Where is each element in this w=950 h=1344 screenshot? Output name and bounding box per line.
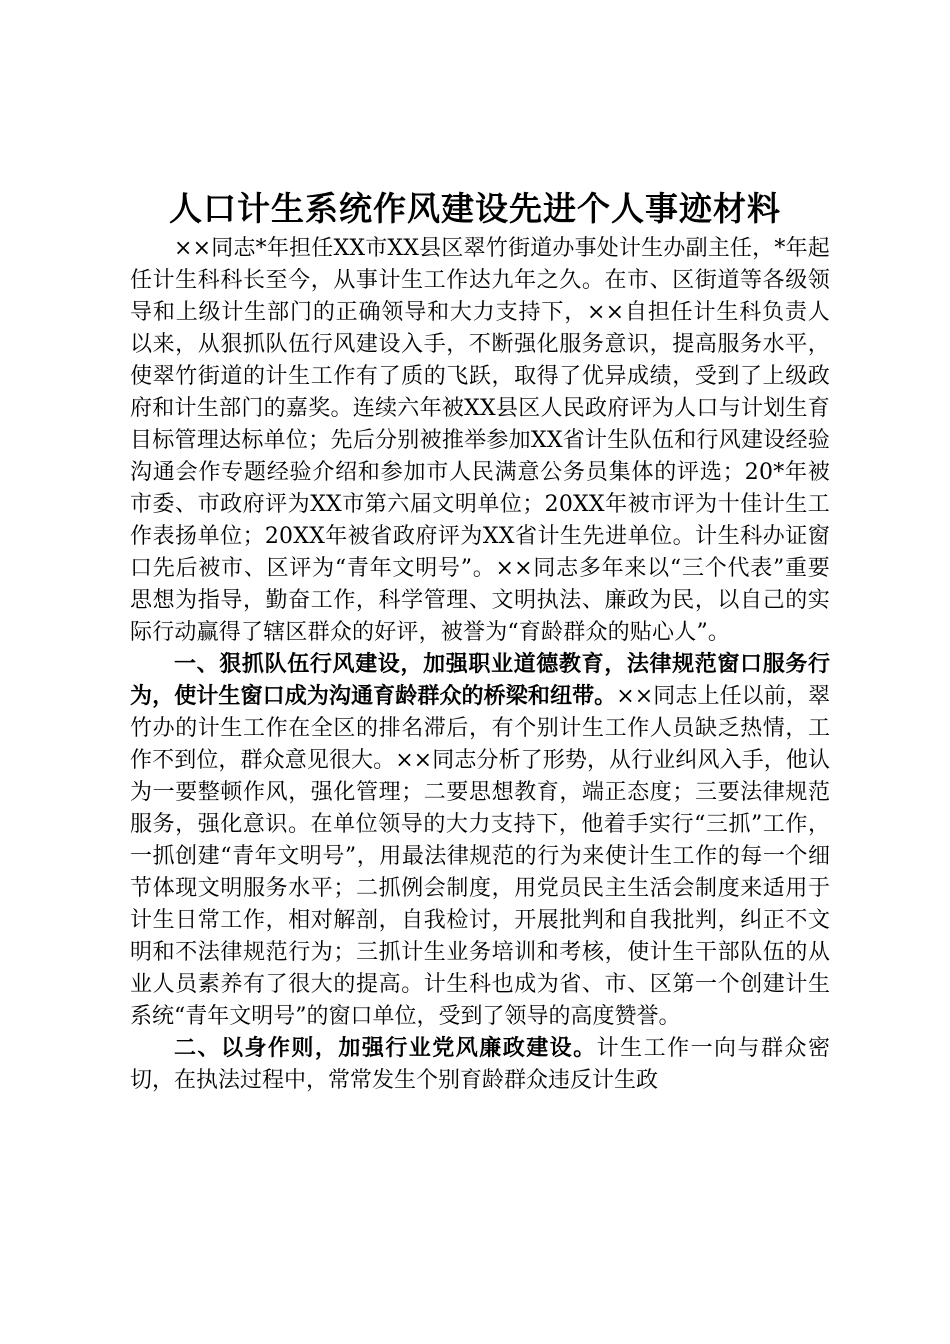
document-title: 人口计生系统作风建设先进个人事迹材料 bbox=[169, 189, 781, 228]
paragraph-intro bbox=[130, 233, 830, 649]
paragraph-heading: 二、以身作则，加强行业党风廉政建设。 bbox=[174, 1036, 597, 1061]
paragraph-section-2 bbox=[130, 1033, 830, 1097]
paragraph-text: 计生工作一向与群众密切，在执法过程中，常常发生个别育龄群众违反计生政 bbox=[130, 1036, 830, 1093]
paragraph-text: ××同志上任以前，翠竹办的计生工作在全区的排名滞后，有个别计生工作人员缺乏热情，工作不到位，群众意见很大。××同志分析了形势，从行业纠风入手，他认为一要整顿作风，强化管理；二要思想教育，端正态度；三要法律规范服务，强化意识。在单位领导的大力支持下，他着手实行“三抓”工作，一抓创建“青年文明号”，用最法律规范的行为来使计生工作的每一个细节体现文明服务水平；二抓例会制度，用党员民主生活会制度来适用于计生日常工作，相对解剖，自我检讨，开展批判和自我批判，纠正不文明和不法律规范行为；三抓计生业务培训和考核，使计生干部队伍的从业人员素养有了很大的提高。计生科也成为省、市、区第一个创建计生系统“青年文明号”的窗口单位，受到了领导的高度赞誉。 bbox=[130, 684, 830, 1029]
paragraph-heading: 一、狠抓队伍行风建设，加强职业道德教育，法律规范窗口服务行为，使计生窗口成为沟通育龄群众的桥梁和纽带。 bbox=[130, 652, 830, 709]
paragraph-text: ××同志*年担任XX市XX县区翠竹街道办事处计生办副主任，*年起任计生科科长至今，从事计生工作达九年之久。在市、区街道等各级领导和上级计生部门的正确领导和大力支持下，××自担任计生科负责人以来，从狠抓队伍行风建设入手，不断强化服务意识，提高服务水平，使翠竹街道的计生工作有了质的飞跃，取得了优异成绩，受到了上级政府和计生部门的嘉奖。连续六年被XX县区人民政府评为人口与计划生育目标管理达标单位；先后分别被推举参加XX省计生队伍和行风建设经验沟通会作专题经验介绍和参加市人民满意公务员集体的评选；20*年被市委、市政府评为XX市第六届文明单位；20XX年被市评为十佳计生工作表扬单位；20XX年被省政府评为XX省计生先进单位。计生科办证窗口先后被市、区评为“青年文明号”。××同志多年来以“三个代表”重要思想为指导，勤奋工作，科学管理、文明执法、廉政为民，以自己的实际行动赢得了辖区群众的好评，被誉为“育龄群众的贴心人”。 bbox=[130, 236, 830, 645]
document-body bbox=[130, 233, 830, 1097]
paragraph-section-1 bbox=[130, 649, 830, 1033]
